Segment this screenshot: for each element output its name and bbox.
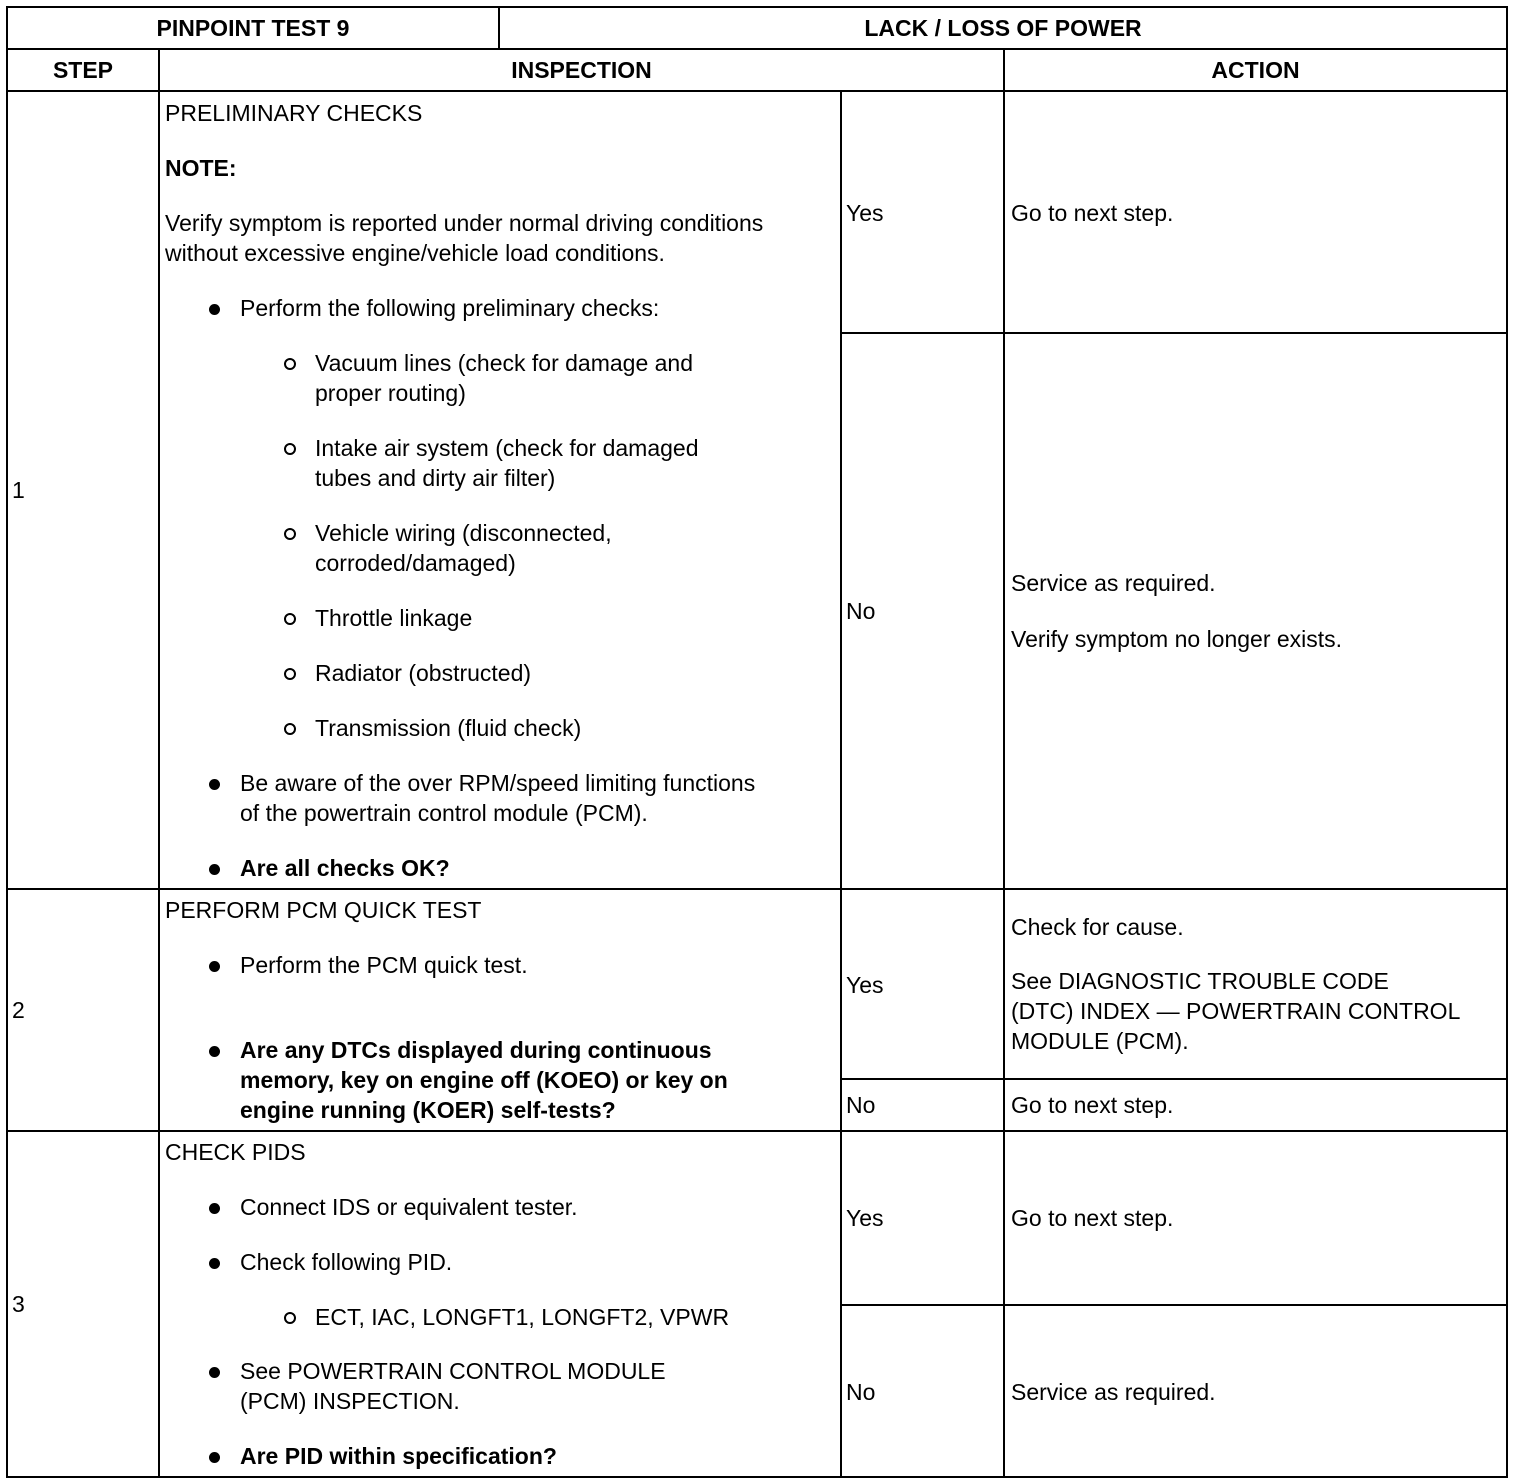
bullet-dot	[209, 1046, 220, 1057]
step2-divider	[6, 1130, 1508, 1132]
action-line: (DTC) INDEX — POWERTRAIN CONTROL	[1011, 998, 1461, 1024]
sub-check-line: proper routing)	[315, 380, 466, 406]
question-line: engine running (KOER) self-tests?	[240, 1097, 616, 1123]
step-title: PRELIMINARY CHECKS	[165, 100, 423, 126]
action-text: Service as required.	[1011, 1379, 1216, 1405]
result-yes: Yes	[846, 200, 884, 226]
column-header-action: ACTION	[1211, 57, 1300, 83]
sub-check-item	[315, 433, 699, 493]
result-no: No	[846, 1092, 876, 1118]
step-question: Are PID within specification?	[240, 1443, 557, 1469]
step1-yes-no-divider	[840, 332, 1508, 334]
sub-check-item: Radiator (obstructed)	[315, 660, 532, 686]
question-line: Are any DTCs displayed during continuous	[240, 1037, 712, 1063]
sub-check-line: Intake air system (check for damaged	[315, 435, 699, 461]
sub-check-item: Transmission (fluid check)	[315, 715, 582, 741]
check-item: Perform the following preliminary checks:	[240, 295, 660, 321]
check-item: Perform the PCM quick test.	[240, 952, 528, 978]
sub-bullet-circle	[284, 613, 296, 625]
sub-bullet-circle	[284, 1312, 296, 1324]
step-question: Are all checks OK?	[240, 855, 450, 881]
bullet-dot	[209, 1258, 220, 1269]
column-header-divider	[6, 90, 1508, 92]
result-no: No	[846, 1379, 876, 1405]
step-number: 2	[12, 997, 25, 1023]
check-line: of the powertrain control module (PCM).	[240, 800, 648, 826]
sub-check-line: tubes and dirty air filter)	[315, 465, 556, 491]
test-title: LACK / LOSS OF POWER	[864, 15, 1142, 41]
check-item: Connect IDS or equivalent tester.	[240, 1194, 578, 1220]
sub-bullet-circle	[284, 668, 296, 680]
inspection-action-divider	[1003, 48, 1005, 1478]
action-text: Service as required.	[1011, 570, 1216, 596]
action-line: See DIAGNOSTIC TROUBLE CODE	[1011, 968, 1389, 994]
sub-check-item: Throttle linkage	[315, 605, 473, 631]
check-item	[240, 768, 755, 828]
sub-bullet-circle	[284, 358, 296, 370]
sub-check-line: corroded/damaged)	[315, 550, 516, 576]
question-line: memory, key on engine off (KOEO) or key on	[240, 1067, 728, 1093]
step-title: CHECK PIDS	[165, 1139, 306, 1165]
note-line: Verify symptom is reported under normal driving conditions	[165, 210, 764, 236]
step-number: 3	[12, 1291, 25, 1317]
table-border-top	[6, 6, 1508, 8]
note-label: NOTE:	[165, 155, 237, 181]
action-line: MODULE (PCM).	[1011, 1028, 1189, 1054]
step1-divider	[6, 888, 1508, 890]
column-header-inspection: INSPECTION	[511, 57, 652, 83]
action-text: Verify symptom no longer exists.	[1011, 626, 1343, 652]
sub-bullet-circle	[284, 528, 296, 540]
action-text: Go to next step.	[1011, 200, 1174, 226]
action-text: Go to next step.	[1011, 1205, 1174, 1231]
test-id: PINPOINT TEST 9	[156, 15, 350, 41]
sub-check-item	[315, 348, 693, 408]
bullet-dot	[209, 864, 220, 875]
table-border-right	[1506, 6, 1508, 1478]
note-line: without excessive engine/vehicle load conditions.	[165, 240, 665, 266]
action-text: Go to next step.	[1011, 1092, 1174, 1118]
bullet-dot	[209, 1452, 220, 1463]
check-item: Check following PID.	[240, 1249, 453, 1275]
bullet-dot	[209, 779, 220, 790]
action-reference	[1011, 966, 1460, 1056]
bullet-dot	[209, 961, 220, 972]
step-title: PERFORM PCM QUICK TEST	[165, 897, 482, 923]
step-number: 1	[12, 477, 25, 503]
bullet-dot	[209, 1203, 220, 1214]
header-divider	[6, 48, 1508, 50]
table-border-bottom	[6, 1476, 1508, 1478]
check-line: (PCM) INSPECTION.	[240, 1388, 460, 1414]
sub-check-item	[315, 518, 612, 578]
sub-bullet-circle	[284, 443, 296, 455]
column-header-step: STEP	[52, 57, 114, 83]
check-line: Be aware of the over RPM/speed limiting functions	[240, 770, 756, 796]
check-line: See POWERTRAIN CONTROL MODULE	[240, 1358, 666, 1384]
step-column-divider	[158, 48, 160, 1478]
check-item	[240, 1356, 666, 1416]
step-question	[240, 1035, 728, 1125]
result-yes: Yes	[846, 972, 884, 998]
sub-check-line: Vehicle wiring (disconnected,	[315, 520, 612, 546]
sub-check-line: Vacuum lines (check for damage and	[315, 350, 693, 376]
result-yes: Yes	[846, 1205, 884, 1231]
result-column-divider	[840, 90, 842, 1478]
bullet-dot	[209, 304, 220, 315]
action-text: Check for cause.	[1011, 914, 1184, 940]
step3-yes-no-divider	[840, 1304, 1508, 1306]
step2-yes-no-divider	[840, 1078, 1508, 1080]
table-border-left	[6, 6, 8, 1478]
sub-check-item: ECT, IAC, LONGFT1, LONGFT2, VPWR	[315, 1304, 730, 1330]
sub-bullet-circle	[284, 723, 296, 735]
bullet-dot	[209, 1367, 220, 1378]
note-text	[165, 208, 763, 268]
result-no: No	[846, 598, 876, 624]
